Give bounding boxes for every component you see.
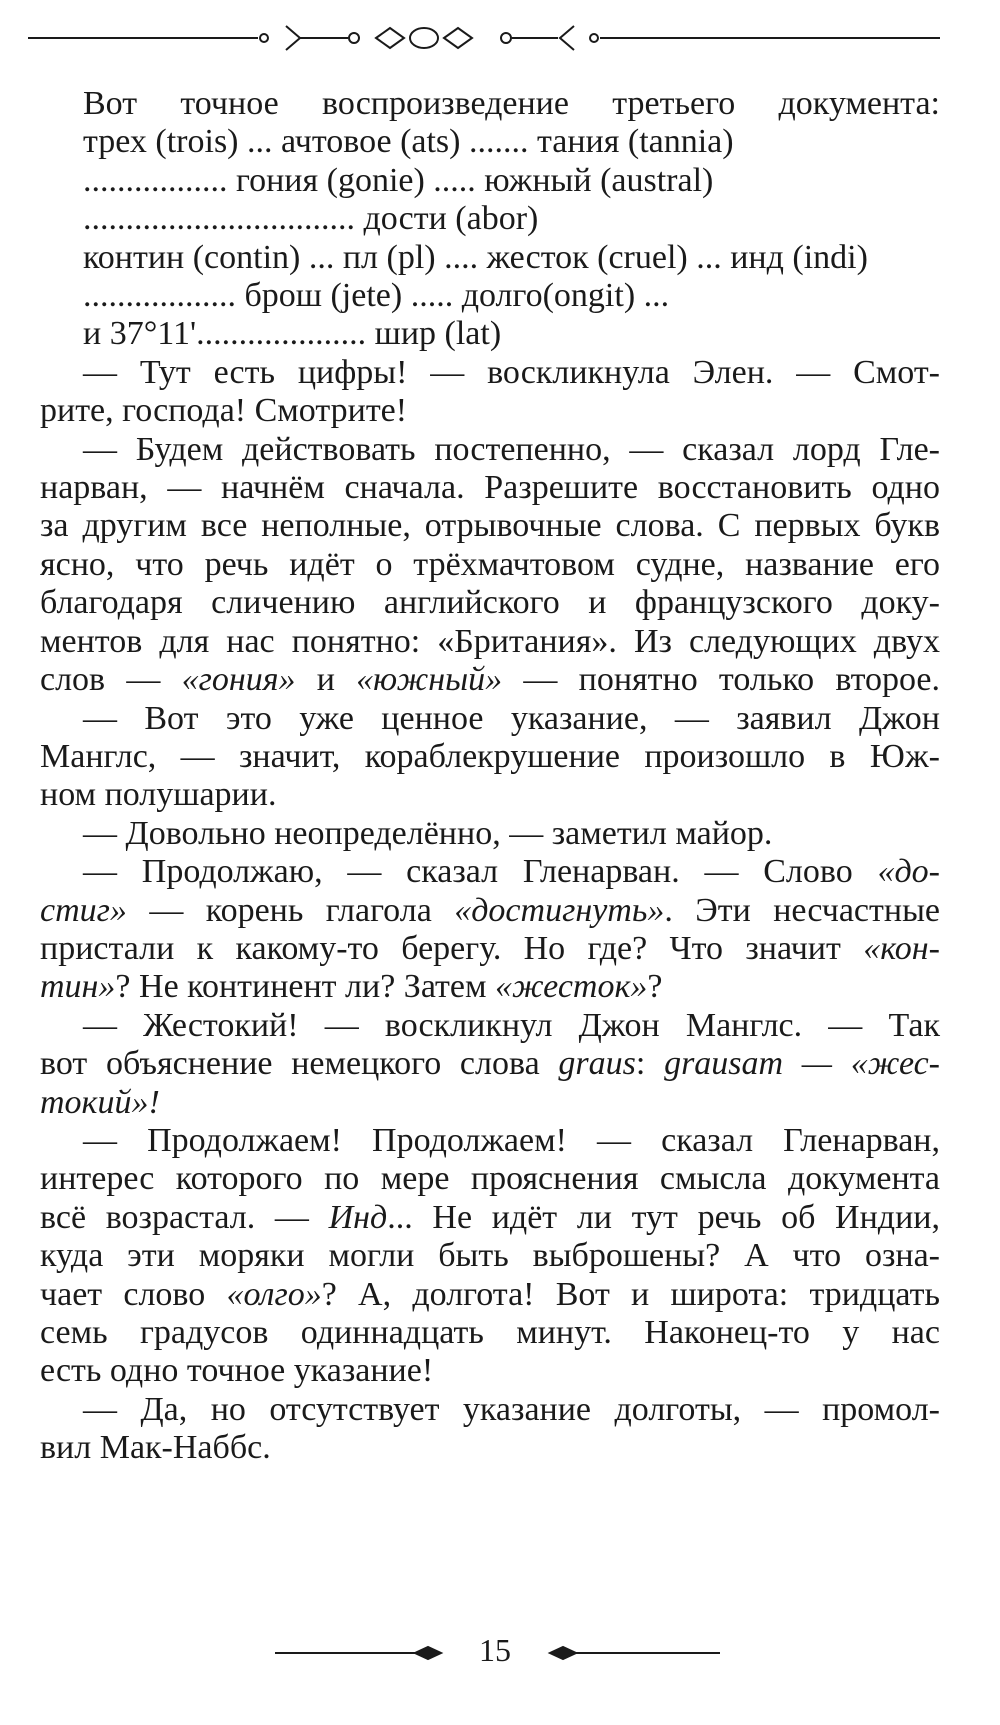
italic-word: токий»! [40, 1083, 160, 1121]
text-run: слов — [40, 661, 182, 699]
italic-word: grausam — «жес- [664, 1045, 940, 1083]
page-body [40, 85, 940, 1468]
text-run: и [295, 661, 357, 699]
text-run: : [635, 1045, 665, 1083]
italic-word: «достигнуть» [454, 891, 665, 929]
paragraph-line: рите, господа! Смотрите! [40, 392, 408, 430]
italic-word: graus [558, 1045, 636, 1083]
text-run: ... Не идёт ли тут речь об Индии, [387, 1198, 940, 1236]
italic-word: тин» [40, 968, 116, 1006]
paragraph-line: интерес которого по мере прояснения смысла документа [40, 1160, 940, 1198]
text-run: — понятно только второе. [502, 661, 940, 699]
italic-word: «кон- [863, 929, 940, 967]
paragraph-line [40, 1199, 940, 1237]
text-run: чает слово [40, 1275, 227, 1313]
paragraph-line: есть одно точное указание! [40, 1352, 434, 1390]
paragraph-line: — Вот это уже ценное указание, — заявил Джон [83, 699, 940, 737]
paragraph-line [40, 930, 940, 968]
text-run: — корень глагола [126, 891, 455, 929]
text-run: . Эти несчастные [664, 891, 941, 929]
intro-line: Вот точное воспроизведение третьего документа: [83, 85, 940, 122]
paragraph-line: — Продолжаем! Продолжаем! — сказал Гленарван, [83, 1121, 940, 1159]
paragraph-line: нарван, — начнём сначала. Разрешите восстановить одно [40, 469, 940, 507]
document-line-3: ................................ дости (abor) [83, 200, 539, 238]
paragraph-line: вил Мак-Наббс. [40, 1429, 271, 1467]
paragraph-line: ном полушарии. [40, 776, 277, 814]
paragraph-line: за другим все неполные, отрывочные слова. С первых букв [40, 507, 940, 545]
italic-word: «олго» [226, 1275, 322, 1313]
italic-word: «гония» [181, 661, 296, 699]
paragraph-line: — Да, но отсутствует указание долготы, — промол- [83, 1390, 940, 1428]
italic-word: «до- [877, 853, 940, 891]
paragraph-line [40, 892, 940, 930]
paragraph-line: ясно, что речь идёт о трёхмачтовом судне, название его [40, 545, 940, 583]
paragraph-line: — Жестокий! — воскликнул Джон Манглс. — Так [83, 1006, 940, 1044]
paragraph-line [40, 661, 940, 699]
italic-word: «южный» [356, 661, 503, 699]
paragraph-line: Манглс, — значит, кораблекрушение произошло в Юж- [40, 737, 940, 775]
document-line-6: и 37°11'.................... шир (lat) [83, 315, 502, 353]
document-line-2: ................. гония (gonie) ..... южный (austral) [83, 161, 714, 199]
page-number: 15 [479, 1632, 511, 1668]
text-run: всё возрастал. — [40, 1198, 329, 1236]
paragraph-line: — Тут есть цифры! — воскликнула Элен. — Смот- [83, 353, 940, 391]
paragraph-line [40, 1045, 940, 1083]
text-run: — Продолжаю, — сказал Гленарван. — Слово [83, 853, 878, 891]
paragraph-line: — Довольно неопределённо, — заметил майор. [83, 814, 773, 852]
document-line-1: трех (trois) ... ачтовое (ats) ....... тания (tannia) [83, 123, 734, 161]
italic-word: стиг» [40, 891, 127, 929]
paragraph-line [40, 1084, 940, 1122]
paragraph-line: семь градусов одиннадцать минут. Наконец-то у нас [40, 1314, 940, 1351]
paragraph-line: благодаря сличению английского и французского доку- [40, 584, 940, 622]
italic-word: «жесток» [495, 968, 648, 1006]
text-run: пристали к какому-то берегу. Но где? Что значит [40, 929, 864, 967]
text-run: ? Не континент ли? Затем [115, 968, 495, 1006]
italic-word: Инд [328, 1198, 388, 1236]
paragraph-line [40, 1276, 940, 1314]
text-run: ? [647, 968, 663, 1006]
paragraph-line: — Будем действовать постепенно, — сказал лорд Гле- [83, 430, 940, 468]
text-run: вот объяснение немецкого слова [40, 1045, 559, 1083]
document-line-4: контин (contin) ... пл (pl) .... жесток (cruel) ... инд (indi) [83, 238, 868, 276]
top-ornament [28, 14, 940, 58]
paragraph-line [40, 853, 940, 891]
paragraph-line: ментов для нас понятно: «Британия». Из следующих двух [40, 622, 940, 660]
paragraph-line [40, 968, 940, 1006]
document-line-5: .................. брош (jete) ..... долго(ongit) ... [83, 277, 670, 315]
text-run: ? А, долгота! Вот и широта: тридцать [321, 1275, 940, 1313]
paragraph-line: куда эти моряки могли быть выброшены? А что озна- [40, 1237, 940, 1275]
